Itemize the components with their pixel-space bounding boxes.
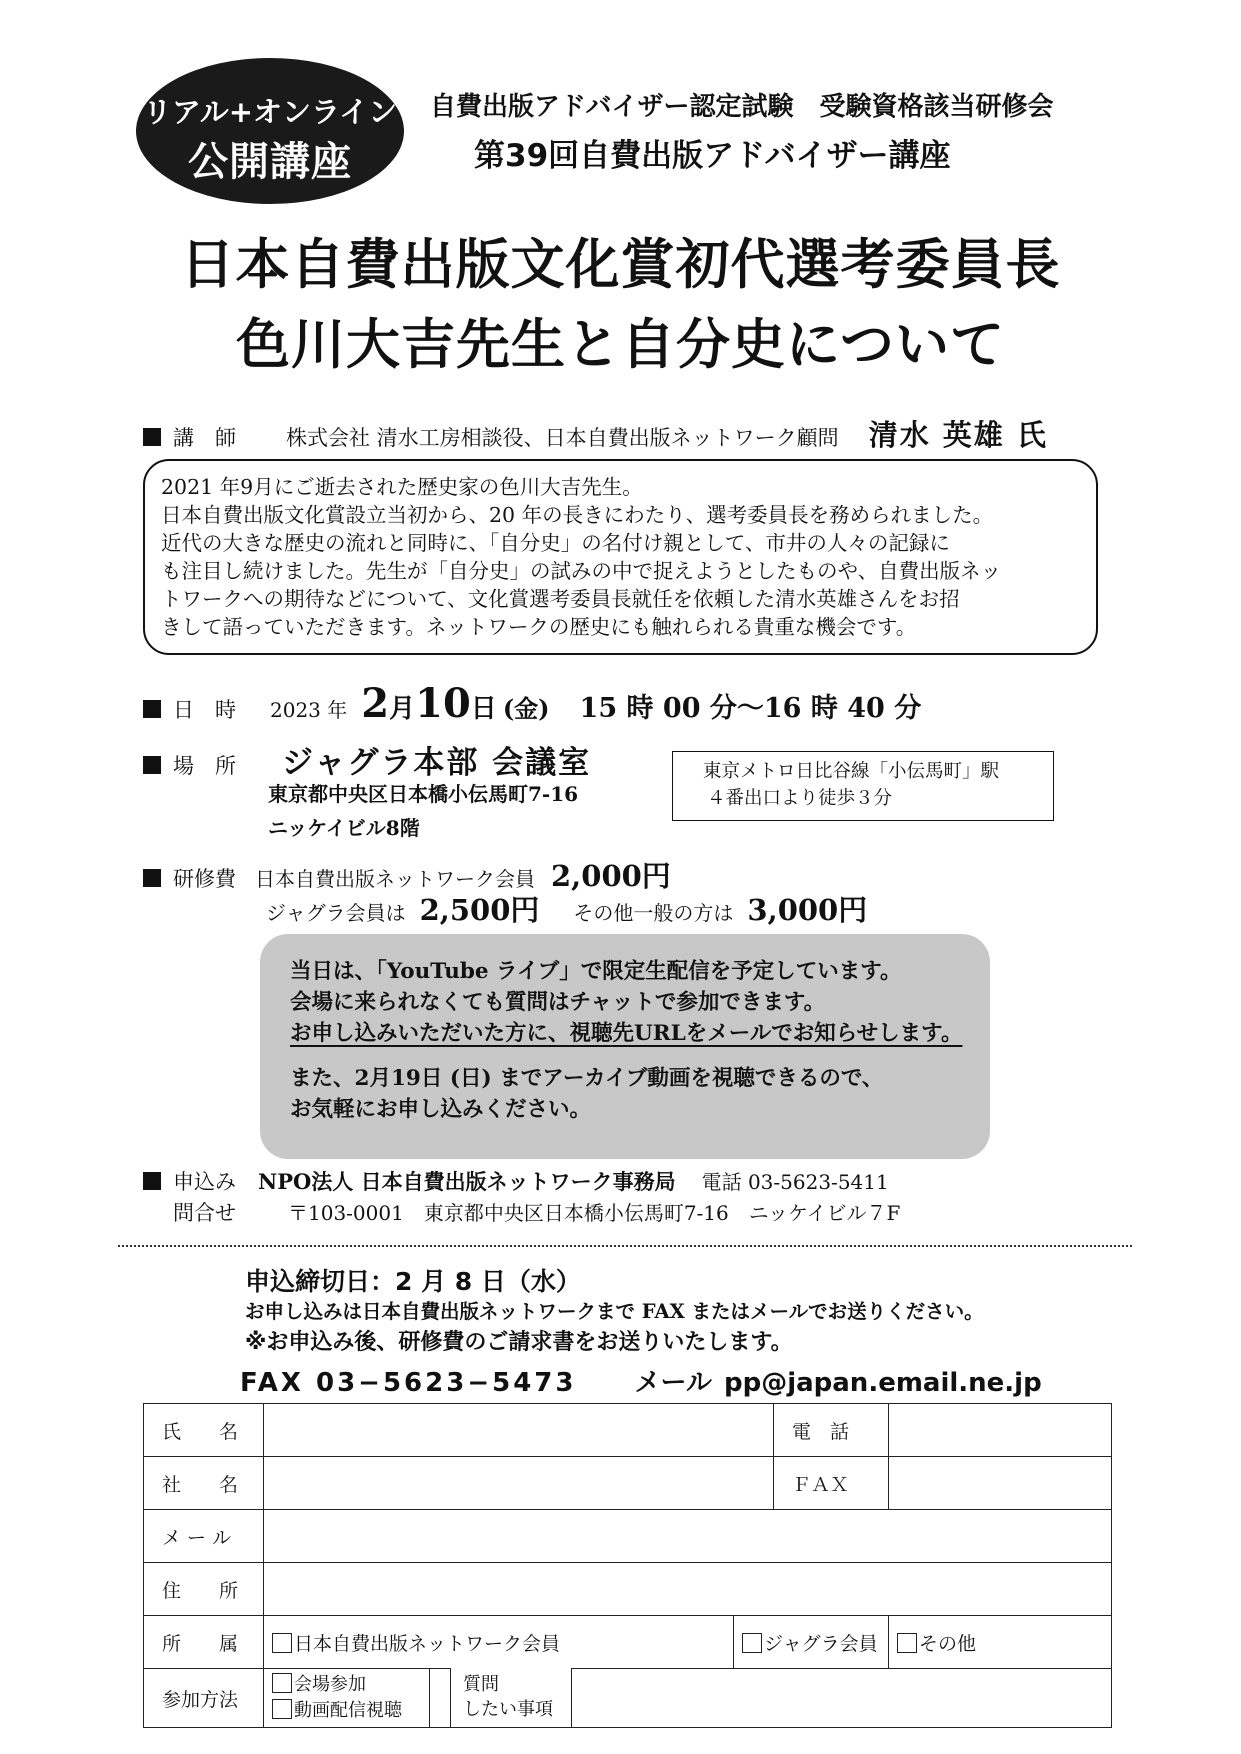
- apply-org: NPO法人 日本自費出版ネットワーク事務局: [258, 1169, 676, 1194]
- affiliation-option-label: ジャグラ会員: [764, 1632, 878, 1655]
- checkbox[interactable]: [272, 1699, 292, 1719]
- venue-name: ジャグラ本部 会議室: [282, 745, 592, 781]
- question-label-line-1: 質問: [463, 1674, 499, 1695]
- question-field[interactable]: [574, 1669, 1109, 1725]
- fee-member-label: 日本自費出版ネットワーク会員: [255, 867, 535, 891]
- lecturer-row: [143, 413, 1048, 454]
- apply-address: 〒103-0001 東京都中央区日本橋小伝馬町7-16 ニッケイビル７F: [288, 1201, 901, 1225]
- affiliation-option-other[interactable]: [889, 1616, 1112, 1669]
- fax-number: FAX 03−5623−5473: [240, 1368, 577, 1398]
- venue-label: 場 所: [173, 754, 236, 778]
- checkbox[interactable]: [742, 1633, 762, 1653]
- intro-line: 2021 年9月にご逝去された歴史家の色川大吉先生。: [161, 475, 643, 499]
- method-option-label: 動画配信視聴: [294, 1700, 402, 1721]
- apply-label: 申込み: [173, 1170, 236, 1194]
- apply-row: [143, 1166, 889, 1196]
- tel-label: 電 話: [774, 1404, 889, 1457]
- affiliation-option-jagra[interactable]: [734, 1616, 889, 1669]
- address-field[interactable]: [264, 1563, 1112, 1616]
- apply-tel: 電話 03-5623-5411: [701, 1170, 889, 1194]
- mail-label: メ ー ル: [144, 1510, 264, 1563]
- notice-line: 会場に来られなくても質問はチャットで参加できます。: [290, 990, 826, 1015]
- inquiry-label: 問合せ: [173, 1201, 236, 1225]
- access-line-1: 東京メトロ日比谷線「小伝馬町」駅: [703, 761, 1000, 782]
- streaming-notice-box: [260, 934, 990, 1159]
- intro-line: 近代の大きな歴史の流れと同時に、「自分史」の名付け親として、市井の人々の記録に: [161, 531, 950, 555]
- bullet-square-icon: [143, 1172, 161, 1190]
- title-line-2: 色川大吉先生と自分史について: [236, 313, 1005, 376]
- fax-field[interactable]: [889, 1457, 1112, 1510]
- fee-jagra-price: 2,500円: [419, 893, 540, 927]
- affiliation-label: 所 属: [144, 1616, 264, 1669]
- intro-line: きして語っていただきます。ネットワークの歴史にも触れられる貴重な機会です。: [161, 615, 917, 639]
- fax-mail-row: [240, 1362, 1042, 1399]
- date-day: 10: [415, 680, 471, 727]
- checkbox[interactable]: [272, 1633, 292, 1653]
- instruction-line: ※お申込み後、研修費のご請求書をお送りいたします。: [245, 1330, 793, 1355]
- badge-line-2: 公開講座: [188, 139, 352, 185]
- fee-label: 研修費: [173, 867, 236, 891]
- access-box: [672, 751, 1054, 821]
- company-field[interactable]: [264, 1457, 774, 1510]
- intro-line: トワークへの期待などについて、文化賞選考委員長就任を依頼した清水英雄さんをお招: [161, 587, 960, 611]
- fee-member-price: 2,000円: [551, 859, 671, 893]
- datetime-row: [143, 680, 921, 727]
- lecturer-affiliation: 株式会社 清水工房相談役、日本自費出版ネットワーク顧問: [286, 426, 839, 450]
- access-line-2: ４番出口より徒歩３分: [707, 788, 893, 809]
- date-month: 2: [361, 680, 390, 727]
- venue-row: [143, 737, 591, 782]
- date-month-unit: 月: [389, 694, 416, 724]
- tel-field[interactable]: [889, 1404, 1112, 1457]
- mail-label: メール: [634, 1368, 712, 1398]
- method-option-label: 会場参加: [294, 1674, 366, 1695]
- intro-box: [143, 459, 1098, 655]
- lecturer-label: 講 師: [173, 426, 236, 450]
- fax-label: ＦＡＸ: [774, 1457, 889, 1510]
- bullet-square-icon: [143, 700, 161, 718]
- event-type-badge: [136, 58, 404, 204]
- bullet-square-icon: [143, 756, 161, 774]
- apply-row-2: [173, 1197, 900, 1227]
- notice-line: お気軽にお申し込みください。: [290, 1097, 592, 1122]
- method-label: 参加方法: [144, 1669, 264, 1728]
- bullet-square-icon: [143, 428, 161, 446]
- affiliation-option-label: その他: [919, 1632, 977, 1655]
- address-label: 住 所: [144, 1563, 264, 1616]
- fee-general-label: その他一般の方は: [573, 901, 734, 925]
- fee-jagra-label: ジャグラ会員は: [266, 901, 406, 925]
- company-label: 社 名: [144, 1457, 264, 1510]
- date-day-unit: 日: [470, 694, 497, 724]
- date-weekday: (金): [502, 694, 550, 723]
- title-line-1: 日本自費出版文化賞初代選考委員長: [180, 233, 1061, 296]
- checkbox[interactable]: [897, 1633, 917, 1653]
- checkbox[interactable]: [272, 1673, 292, 1693]
- notice-line: 当日は、「YouTube ライブ」で限定生配信を予定しています。: [290, 959, 902, 984]
- fee-general-price: 3,000円: [747, 893, 868, 927]
- fee-row-2: [266, 888, 867, 929]
- venue-address: 東京都中央区日本橋小伝馬町7-16: [268, 782, 579, 806]
- deadline: 申込締切日：2 月 8 日（水）: [245, 1267, 581, 1296]
- lecturer-name: 清水 英雄 氏: [868, 418, 1048, 452]
- dotted-divider: [118, 1245, 1132, 1247]
- mail-address[interactable]: pp@japan.email.ne.jp: [723, 1368, 1042, 1398]
- header-series: 第39回自費出版アドバイザー講座: [474, 138, 951, 174]
- instruction-line: お申し込みは日本自費出版ネットワークまで FAX またはメールでお送りください。: [245, 1300, 984, 1323]
- question-label-cell: [450, 1668, 572, 1727]
- question-label-line-2: したい事項: [463, 1699, 553, 1720]
- name-label: 氏 名: [144, 1404, 264, 1457]
- mail-field[interactable]: [264, 1510, 1112, 1563]
- intro-line: 日本自費出版文化賞設立当初から、20 年の長きにわたり、選考委員長を務められました。: [161, 503, 994, 527]
- badge-line-1: リアル+オンライン: [142, 95, 398, 129]
- datetime-label: 日 時: [173, 698, 236, 722]
- bullet-square-icon: [143, 869, 161, 887]
- notice-line-underlined: お申し込みいただいた方に、視聴先URLをメールでお知らせします。: [290, 1021, 963, 1046]
- event-time: 15 時 00 分〜16 時 40 分: [579, 693, 922, 724]
- header-subtitle: 自費出版アドバイザー認定試験 受験資格該当研修会: [430, 92, 1054, 122]
- date-year: 2023 年: [270, 698, 348, 722]
- name-field[interactable]: [264, 1404, 774, 1457]
- affiliation-option-network[interactable]: [264, 1616, 734, 1669]
- notice-line: また、2月19日 (日) までアーカイブ動画を視聴できるので、: [290, 1066, 884, 1091]
- affiliation-option-label: 日本自費出版ネットワーク会員: [294, 1632, 561, 1655]
- venue-building: ニッケイビル8階: [268, 816, 420, 840]
- intro-line: も注目し続けました。先生が「自分史」の試みの中で捉えようとしたものや、自費出版ネッ: [161, 559, 1002, 583]
